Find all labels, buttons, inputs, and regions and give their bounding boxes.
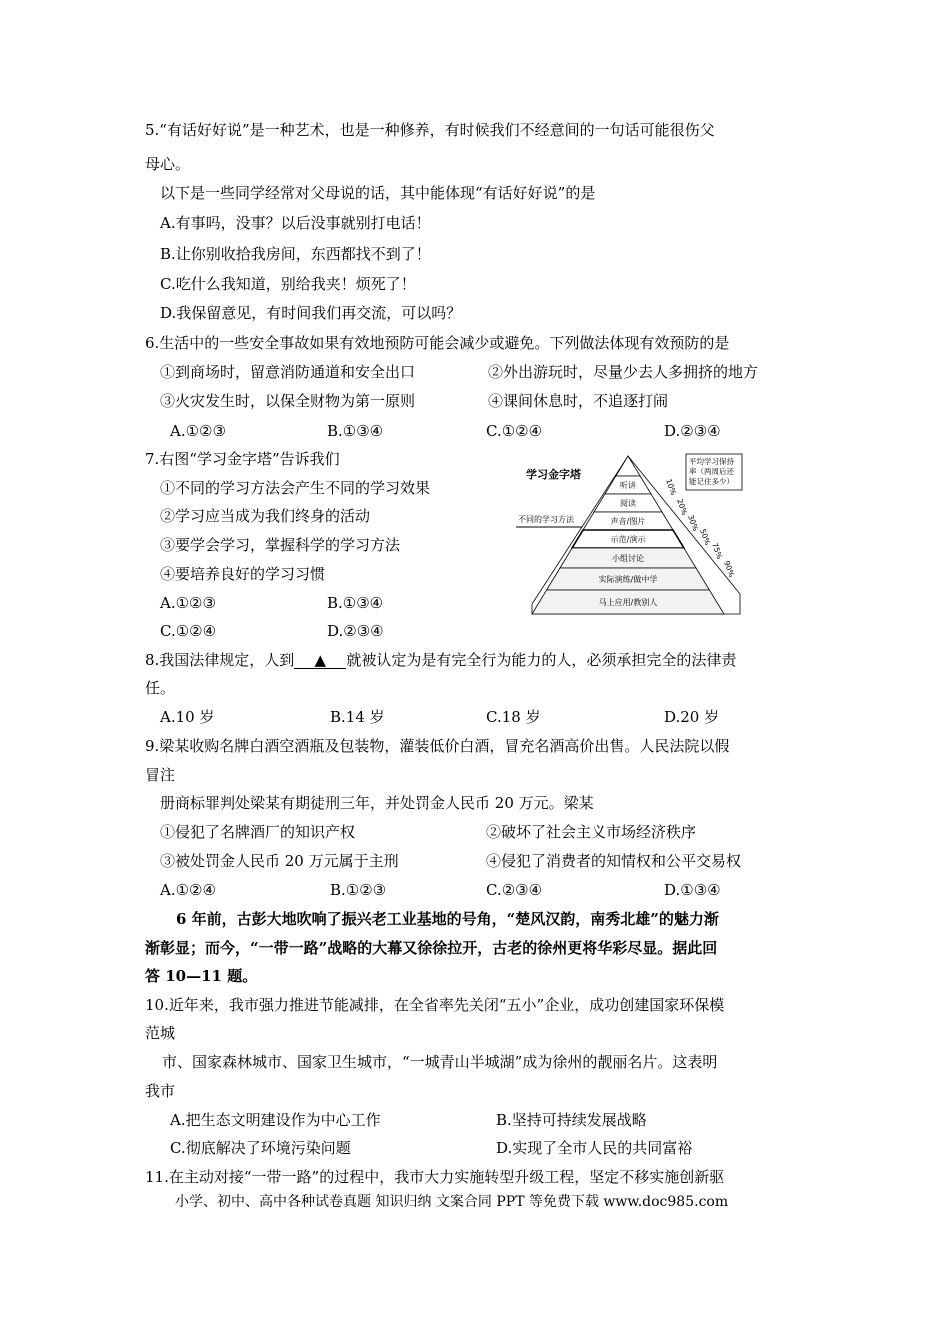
q6-stem: 6.生活中的一些安全事故如果有效地预防可能会减少或避免。下列做法体现有效预防的是 (145, 334, 730, 352)
pyramid-arrow-label: 不同的学习方法 (518, 515, 574, 524)
q10-option-c: C.彻底解决了环境污染问题 (170, 1139, 351, 1157)
q5-stem-line2: 母心。 (145, 155, 191, 173)
q10-stem-line4: 我市 (145, 1082, 176, 1100)
q5-stem-line1: 5.“有话好好说”是一种艺术，也是一种修养，有时候我们不经意间的一句话可能很伤父 (145, 121, 715, 139)
q10-option-d: D.实现了全市人民的共同富裕 (496, 1139, 693, 1157)
pyramid-level-label: 小组讨论 (612, 554, 644, 563)
material-line3: 答 10—11 题。 (145, 967, 258, 985)
q7-item-1: ①不同的学习方法会产生不同的学习效果 (160, 479, 431, 497)
q9-option-b: B.①②③ (330, 881, 387, 899)
q5-option-b: B.让你别收拾我房间，东西都找不到了！ (160, 245, 431, 263)
pyramid-level-label: 实际演练/做中学 (598, 575, 658, 584)
page-footer: 小学、初中、高中各种试卷真题 知识归纳 文案合同 PPT 等免费下载 www.doc985.com (175, 1194, 729, 1210)
q10-stem-line3: 市、国家森林城市、国家卫生城市，“一城青山半城湖”成为徐州的靓丽名片。这表明 (162, 1053, 718, 1071)
pyramid-level-label: 听讲 (620, 481, 636, 490)
q9-option-c: C.②③④ (486, 881, 543, 899)
q7-option-d: D.②③④ (327, 622, 384, 640)
q7-option-b: B.①③④ (327, 594, 384, 612)
pyramid-level-label: 声音/图片 (610, 517, 646, 526)
q11-stem-line1: 11.在主动对接“一带一路”的过程中，我市大力实施转型升级工程，坚定不移实施创新驱 (145, 1168, 725, 1186)
pyramid-percent-label: 10% (664, 477, 679, 497)
pyramid-percent-label: 90% (722, 559, 737, 579)
q7-item-4: ④要培养良好的学习习惯 (160, 565, 326, 583)
q5-option-d: D.我保留意见，有时间我们再交流，可以吗？ (160, 304, 462, 322)
q10-stem-line2: 范城 (145, 1024, 176, 1042)
q9-stem-line1: 9.梁某收购名牌白酒空酒瓶及包装物，灌装低价白酒，冒充名酒高价出售。人民法院以假 (145, 737, 730, 755)
q7-item-3: ③要学会学习，掌握科学的学习方法 (160, 536, 401, 554)
q8-option-a: A.10 岁 (160, 708, 215, 726)
q8-stem-post: 就被认定为是有完全行为能力的人，必须承担完全的法律责 (346, 651, 737, 669)
q9-item-4: ④侵犯了消费者的知情权和公平交易权 (486, 852, 742, 870)
q9-option-d: D.①③④ (664, 881, 721, 899)
q8-option-d: D.20 岁 (664, 708, 720, 726)
q8-option-b: B.14 岁 (330, 708, 385, 726)
material-line1: 6 年前，古彭大地吹响了振兴老工业基地的号角，“楚风汉韵，南秀北雄”的魅力渐 (176, 910, 719, 928)
q9-stem-line3: 册商标罪判处梁某有期徒刑三年，并处罚金人民币 20 万元。梁某 (160, 794, 594, 812)
q7-item-2: ②学习应当成为我们终身的活动 (160, 507, 371, 525)
q5-stem-line3: 以下是一些同学经常对父母说的话，其中能体现“有话好好说”的是 (160, 184, 596, 202)
pyramid-percent-label: 30% (686, 513, 701, 533)
q6-option-d: D.②③④ (664, 422, 721, 440)
q7-option-a: A.①②③ (160, 594, 216, 612)
pyramid-level-label: 阅读 (620, 499, 636, 508)
q7-option-c: C.①②④ (160, 622, 217, 640)
q7-stem: 7.右图“学习金字塔”告诉我们 (145, 450, 340, 468)
q9-item-1: ①侵犯了名牌酒厂的知识产权 (160, 823, 356, 841)
q6-option-b: B.①③④ (327, 422, 384, 440)
q6-item-3: ③火灾发生时，以保全财物为第一原则 (160, 392, 416, 410)
q10-stem-line1: 10.近年来，我市强力推进节能减排，在全省率先关闭“五小”企业，成功创建国家环保模 (145, 996, 725, 1014)
q8-stem-line1 (145, 650, 736, 670)
q10-option-b: B.坚持可持续发展战略 (496, 1111, 647, 1129)
q8-answer-blank: ▲ (294, 652, 346, 669)
q9-item-2: ②破坏了社会主义市场经济秩序 (486, 823, 697, 841)
pyramid-level-label: 马上应用/教别人 (598, 598, 658, 607)
q10-option-a: A.把生态文明建设作为中心工作 (170, 1111, 381, 1129)
material-line2: 渐彰显；而今，“一带一路”战略的大幕又徐徐拉开，古老的徐州更将华彩尽显。据此回 (145, 939, 718, 957)
learning-pyramid-figure (512, 450, 744, 626)
pyramid-percent-label: 20% (675, 497, 690, 517)
q5-option-c: C.吃什么我知道，别给我夹！烦死了！ (160, 275, 416, 293)
pyramid-level-label: 示范/演示 (610, 535, 646, 544)
q6-item-4: ④课间休息时，不追逐打闹 (488, 392, 669, 410)
q6-item-1: ①到商场时，留意消防通道和安全出口 (160, 363, 416, 381)
pyramid-title: 学习金字塔 (526, 468, 581, 481)
q8-stem-pre: 8.我国法律规定，人到 (145, 651, 295, 669)
retention-label-line3: 能记住多少） (689, 477, 734, 486)
q5-option-a: A.有事吗，没事？以后没事就别打电话！ (160, 214, 431, 232)
pyramid-percent-label: 50% (698, 527, 713, 547)
pyramid-percent-label: 75% (710, 541, 725, 561)
q6-option-a: A.①②③ (170, 422, 226, 440)
retention-label-line1: 平均学习保持 (689, 457, 734, 466)
q9-item-3: ③被处罚金人民币 20 万元属于主刑 (160, 852, 399, 870)
q9-option-a: A.①②④ (160, 881, 216, 899)
q8-option-c: C.18 岁 (486, 708, 541, 726)
q6-item-2: ②外出游玩时，尽量少去人多拥挤的地方 (488, 363, 759, 381)
q6-option-c: C.①②④ (486, 422, 543, 440)
retention-label-line2: 率（两周后还 (689, 467, 734, 476)
q8-stem-line2: 任。 (145, 679, 176, 697)
q9-stem-line2: 冒注 (145, 766, 176, 784)
